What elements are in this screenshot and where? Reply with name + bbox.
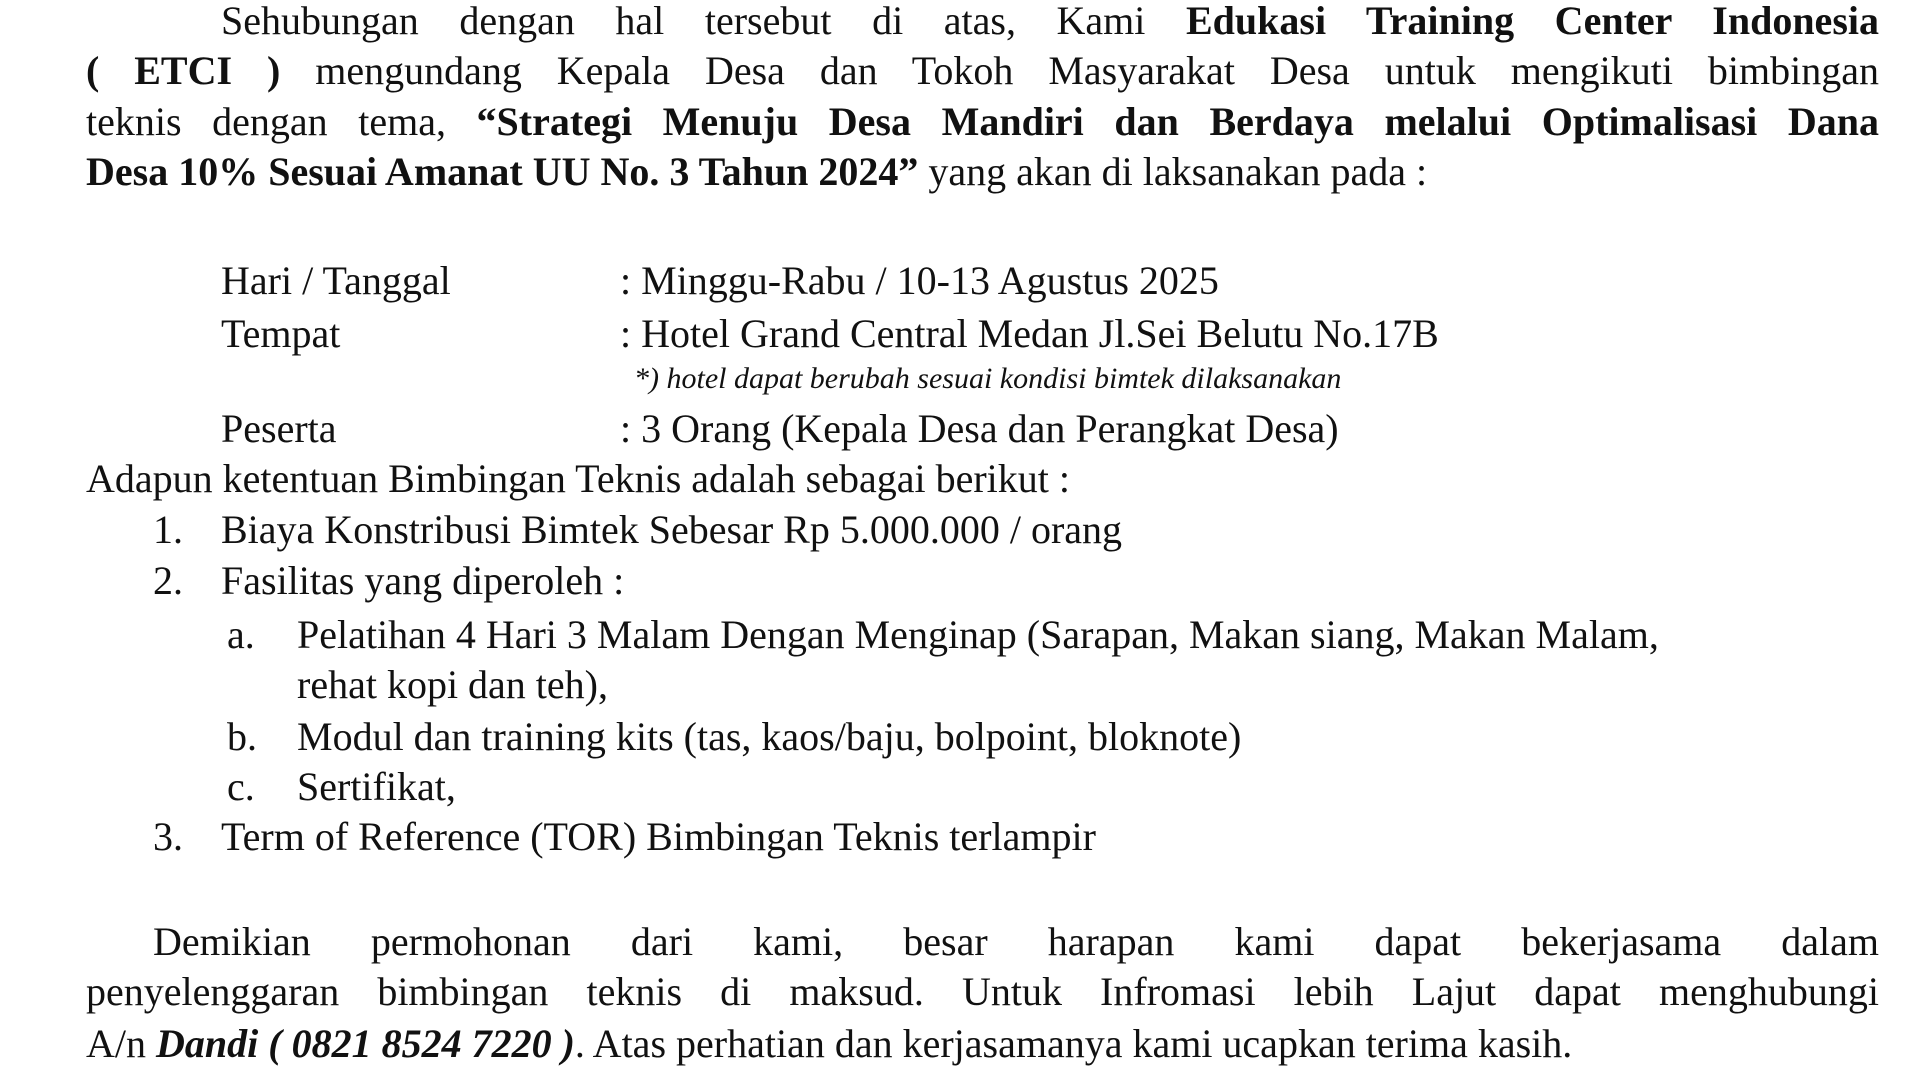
organizer-name: Edukasi Training Center Indonesia (1185, 0, 1879, 43)
terms-heading: Adapun ketentuan Bimbingan Teknis adalah sebagai berikut : (86, 456, 1070, 501)
date-value: : Minggu-Rabu / 10-13 Agustus 2025 (620, 258, 1219, 303)
term-item: Fasilitas yang diperoleh : (221, 558, 625, 603)
closing-line-3 (86, 1019, 1572, 1069)
facility-letter: a. (227, 612, 255, 657)
text: Sehubungan dengan hal tersebut di atas, Kami (221, 0, 1146, 43)
intro-line-1 (221, 0, 1879, 46)
term-item: Biaya Konstribusi Bimtek Sebesar Rp 5.000.000 / orang (221, 507, 1123, 552)
place-label: Tempat (221, 311, 341, 356)
place-value: : Hotel Grand Central Medan Jl.Sei Belutu No.17B (620, 311, 1439, 356)
intro-line-2 (86, 46, 1879, 96)
facility-letter: b. (227, 714, 257, 759)
facility-item-cont: rehat kopi dan teh), (297, 662, 608, 707)
closing-line-1: Demikian permohonan dari kami, besar harapan kami dapat bekerjasama dalam (153, 919, 1879, 964)
term-item: Term of Reference (TOR) Bimbingan Teknis terlampir (221, 814, 1096, 859)
facility-letter: c. (227, 764, 255, 809)
term-number: 1. (153, 507, 183, 552)
contact-person: Dandi ( 0821 8524 7220 ) (156, 1021, 575, 1066)
place-note: *) hotel dapat berubah sesuai kondisi bimtek dilaksanakan (634, 362, 1342, 395)
theme-title-cont: Desa 10% Sesuai Amanat UU No. 3 Tahun 2024” (86, 149, 919, 194)
theme-title: “Strategi Menuju Desa Mandiri dan Berdaya melalui Optimalisasi Dana (476, 99, 1879, 144)
facility-item: Pelatihan 4 Hari 3 Malam Dengan Menginap (Sarapan, Makan siang, Makan Malam, (297, 612, 1659, 657)
text: A/n (86, 1021, 146, 1066)
date-label: Hari / Tanggal (221, 258, 451, 303)
facility-item: Modul dan training kits (tas, kaos/baju, bolpoint, bloknote) (297, 714, 1242, 759)
text: mengundang Kepala Desa dan Tokoh Masyarakat Desa untuk mengikuti bimbingan (315, 48, 1879, 93)
term-number: 2. (153, 558, 183, 603)
closing-line-2: penyelenggaran bimbingan teknis di maksud. Untuk Infromasi lebih Lajut dapat menghubungi (86, 969, 1879, 1014)
text: teknis dengan tema, (86, 99, 446, 144)
intro-line-4 (86, 147, 1427, 197)
facility-item: Sertifikat, (297, 764, 456, 809)
text: . Atas perhatian dan kerjasamanya kami ucapkan terima kasih. (574, 1021, 1573, 1066)
organizer-abbr: ( ETCI ) (86, 48, 281, 93)
term-number: 3. (153, 814, 183, 859)
text: yang akan di laksanakan pada : (928, 149, 1428, 194)
participants-label: Peserta (221, 406, 337, 451)
intro-line-3 (86, 97, 1879, 147)
participants-value: : 3 Orang (Kepala Desa dan Perangkat Desa) (620, 406, 1339, 451)
